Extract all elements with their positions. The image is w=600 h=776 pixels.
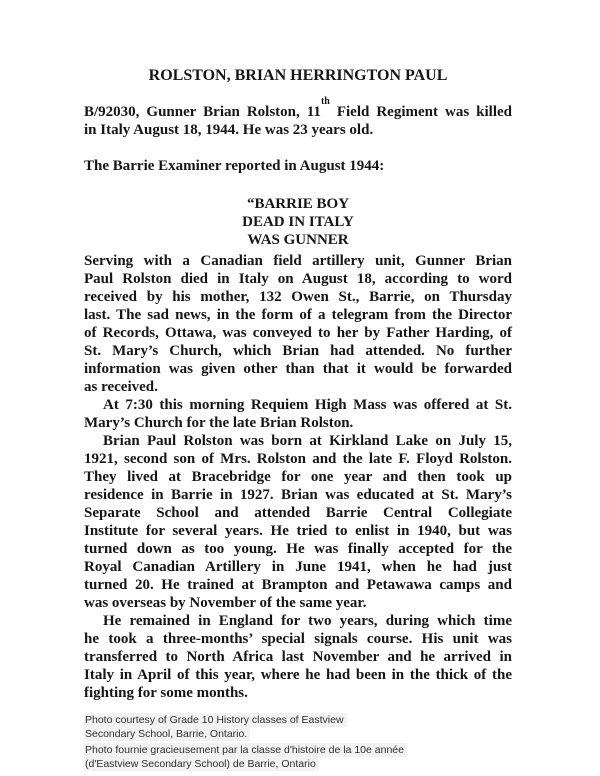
text-line: Separate School and attended Barrie Central Collegiate [84,505,512,521]
article-paragraph-3 [84,432,512,612]
lead-in-line: The Barrie Examiner reported in August 1944: [84,158,385,174]
text-line: Photo fournie gracieusement par la classe d'histoire de la 10e année [84,743,407,757]
text-line: Institute for several years. He tried to enlist in 1940, but was [84,523,512,539]
text-line: DEAD IN ITALY [242,214,354,230]
text-line: turned down as too young. He was finally accepted for the [84,541,512,557]
text-line: in Italy August 18, 1944. He was 23 years old. [84,122,374,138]
text-line: At 7:30 this morning Requiem High Mass was offered at St. [103,397,512,413]
text-line: He remained in England for two years, during which time [103,613,512,629]
text-line: St. Mary’s Church, which Brian had attended. No further [84,343,512,359]
article-paragraph-2 [84,396,512,432]
text-line: Secondary School, Barrie, Ontario. [84,727,250,741]
text-line: Brian Paul Rolston was born at Kirkland Lake on July 15, [103,433,512,449]
text-line: Mary’s Church for the late Brian Rolston. [84,415,354,431]
text-line: received by his mother, 132 Owen St., Barrie, on Thursday [84,289,512,305]
text-line: 1921, second son of Mrs. Rolston and the late F. Floyd Rolston. [84,451,512,467]
text-line: (d'Eastview Secondary School) de Barrie, Ontario [84,757,319,771]
text-line: Paul Rolston died in Italy on August 18, according to word [84,271,512,287]
intro-paragraph [84,96,512,139]
ordinal-superscript: th [320,96,330,107]
photo-credit-french [84,743,512,771]
text-line: information was given other than that it would be forwarded [84,361,512,377]
text-line [84,96,512,121]
text-line: was overseas by November of the same year. [84,595,367,611]
text-line: Royal Canadian Artillery in June 1941, when he had just [84,559,512,575]
text-line: Serving with a Canadian field artillery unit, Gunner Brian [84,253,512,269]
text-line: Photo courtesy of Grade 10 History classes of Eastview [84,713,347,727]
article-headline [84,195,512,249]
text-column [84,0,512,771]
intro-line1-text: B/92030, Gunner Brian Rolston, 11 [84,104,321,120]
text-line: last. The sad news, in the form of a telegram from the Director [84,307,512,323]
text-line: of Records, Ottawa, was conveyed to her by Father Harding, of [84,325,512,341]
article-paragraph-1 [84,252,512,396]
photo-credits [84,713,512,771]
text-line: fighting for some months. [84,685,248,701]
text-line: “BARRIE BOY [246,196,350,212]
text-line: WAS GUNNER [247,232,349,248]
page-title: ROLSTON, BRIAN HERRINGTON PAUL [148,67,448,84]
article-paragraph-4 [84,612,512,702]
text-line: They lived at Bracebridge for one year and then took up [84,469,512,485]
text-line: turned 20. He trained at Brampton and Petawawa camps and [84,577,512,593]
text-line: Italy in April of this year, where he had been in the thick of the [84,667,512,683]
intro-line1-rest: Field Regiment was killed [329,104,512,120]
text-line: as received. [84,379,158,395]
article-body [84,252,512,702]
text-line: he took a three-months’ special signals course. His unit was [84,631,512,647]
photo-credit-english [84,713,512,741]
text-line: residence in Barrie in 1927. Brian was educated at St. Mary’s [84,487,512,503]
text-line: transferred to North Africa last November and he arrived in [84,649,512,665]
